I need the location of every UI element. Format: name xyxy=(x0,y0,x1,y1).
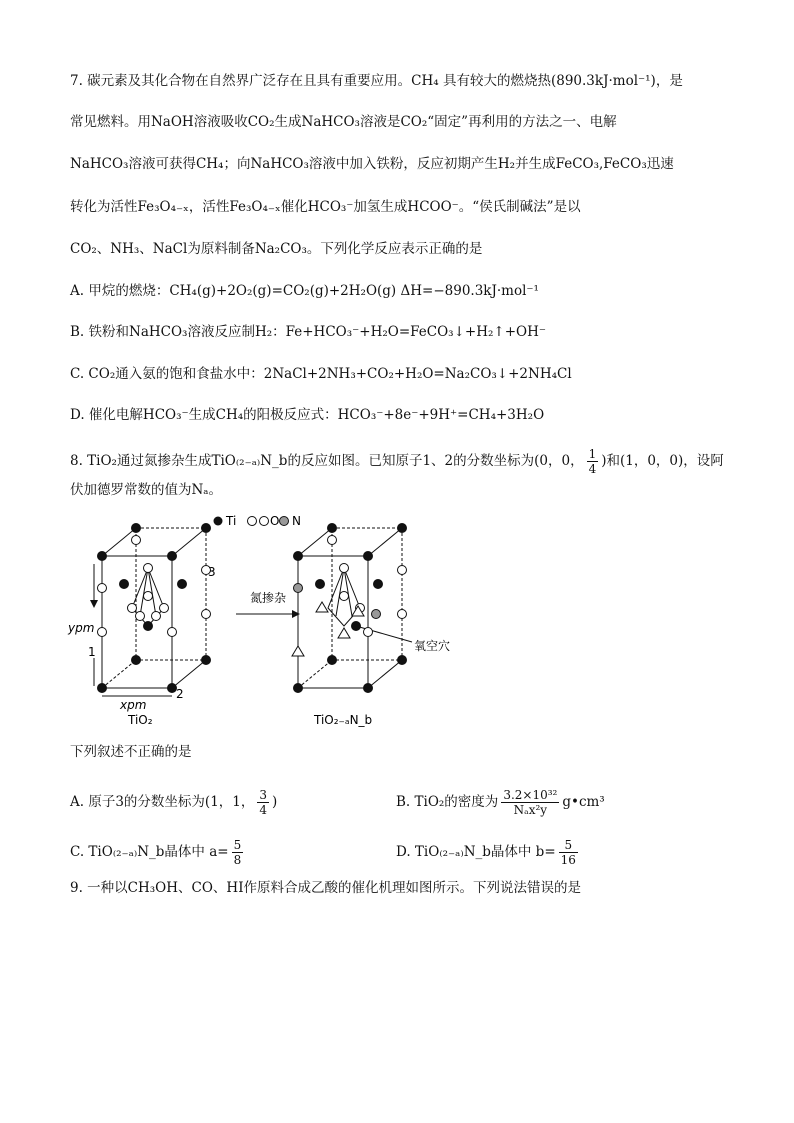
q8-stem-line-1-b: )和(1，0，0)，设阿 xyxy=(601,453,724,469)
q8-option-c xyxy=(70,838,246,867)
o-legend-icon xyxy=(248,517,257,526)
q7-stem-line-3: NaHCO₃溶液可获得CH₄；向NaHCO₃溶液中加入铁粉，反应初期产生H₂并生成FeCO₃,FeCO₃迅速 xyxy=(70,156,674,172)
atom-2-label: 2 xyxy=(176,687,184,701)
q8-option-d xyxy=(396,838,581,867)
x-axis-label: xpm xyxy=(120,698,147,712)
q8-option-a xyxy=(70,788,277,817)
fraction-denominator: 16 xyxy=(560,853,576,867)
legend-o-label: O xyxy=(270,514,280,528)
o-legend-icon-2 xyxy=(260,517,269,526)
q8-stem-line-2: 伏加德罗常数的值为Nₐ。 xyxy=(70,482,223,498)
q8-fraction-one-quarter xyxy=(587,447,599,476)
tio2-unit-cell xyxy=(102,528,206,688)
q8-question-prompt: 下列叙述不正确的是 xyxy=(70,744,192,760)
q7-option-b: B. 铁粉和NaHCO₃溶液反应制H₂：Fe+HCO₃⁻+H₂O=FeCO₃↓+H₂↑+OH⁻ xyxy=(70,324,546,340)
fraction-numerator: 3.2×10³² xyxy=(503,788,558,802)
tio2-atoms xyxy=(98,524,211,693)
y-arrow-head xyxy=(90,600,98,608)
q7-stem-line-2: 常见燃料。用NaOH溶液吸收CO₂生成NaHCO₃溶液是CO₂“固定”再利用的方法之一、电解 xyxy=(70,114,617,130)
q8-option-d-text: D. TiO₍₂₋ₐ₎N_b晶体中 b= xyxy=(396,844,556,860)
tio2-labels xyxy=(67,564,216,727)
fraction-numerator: 5 xyxy=(559,838,578,853)
fraction-denominator: 4 xyxy=(259,803,268,817)
q7-stem-line-1: 7. 碳元素及其化合物在自然界广泛存在且具有重要应用。CH₄ 具有较大的燃烧热(890.3kJ·mol⁻¹)，是 xyxy=(70,73,683,89)
q8-option-a-close: ) xyxy=(272,794,278,810)
q8-stem-line-1 xyxy=(70,447,724,476)
q7-stem-line-5: CO₂、NH₃、NaCl为原料制备Na₂CO₃。下列化学反应表示正确的是 xyxy=(70,241,483,257)
q8-option-a-fraction xyxy=(257,788,269,817)
q8-stem-line-1-a: 8. TiO₂通过氮掺杂生成TiO₍₂₋ₐ₎N_b的反应如图。已知原子1、2的分数坐标为(0，0， xyxy=(70,453,584,469)
q7-option-a: A. 甲烷的燃烧：CH₄(g)+2O₂(g)=CO₂(g)+2H₂O(g) ΔH=−890.3kJ·mol⁻¹ xyxy=(70,283,539,299)
fraction-numerator: 3 xyxy=(259,788,268,802)
legend-n-label: N xyxy=(292,514,301,528)
q8-option-d-fraction xyxy=(559,838,578,867)
q9-stem-line-1: 9. 一种以CH₃OH、CO、HI作原料合成乙酸的催化机理如图所示。下列说法错误的是 xyxy=(70,880,582,896)
legend-ti-label: Ti xyxy=(226,514,237,528)
n-legend-icon xyxy=(280,517,289,526)
fraction-denominator: 4 xyxy=(588,462,597,476)
q8-option-b xyxy=(396,788,605,817)
q7-option-d: D. 催化电解HCO₃⁻生成CH₄的阳极反应式：HCO₃⁻+8e⁻+9H⁺=CH₄+3H₂O xyxy=(70,407,545,423)
fraction-denominator: Nₐx²y xyxy=(513,803,548,817)
q8-option-b-unit: g•cm³ xyxy=(562,794,605,810)
doped-caption: TiO₂₋ₐN_b xyxy=(314,713,373,727)
doping-arrow-label: 氮掺杂 xyxy=(250,591,287,605)
figure-legend xyxy=(214,514,301,528)
doped-atoms xyxy=(292,524,407,693)
atom-3-label: 3 xyxy=(208,565,216,579)
q8-option-c-text: C. TiO₍₂₋ₐ₎N_b晶体中 a= xyxy=(70,844,229,860)
q8-option-a-text: A. 原子3的分数坐标为(1，1， xyxy=(70,794,255,810)
q7-option-c: C. CO₂通入氨的饱和食盐水中：2NaCl+2NH₃+CO₂+H₂O=Na₂CO₃↓+2NH₄Cl xyxy=(70,366,572,382)
atom-1-label: 1 xyxy=(88,645,96,659)
q7-stem-line-4: 转化为活性Fe₃O₄₋ₓ，活性Fe₃O₄₋ₓ催化HCO₃⁻加氢生成HCOO⁻。“侯氏制碱法”是以 xyxy=(70,199,581,215)
doping-arrow xyxy=(236,590,300,618)
tio2-caption: TiO₂ xyxy=(128,713,153,727)
q8-option-b-text: B. TiO₂的密度为 xyxy=(396,794,499,810)
crystal-structure-figure xyxy=(66,508,466,730)
fraction-denominator: 8 xyxy=(233,853,242,867)
fraction-numerator: 5 xyxy=(233,838,242,852)
y-axis-label: ypm xyxy=(68,621,95,635)
q8-option-c-fraction xyxy=(232,838,244,867)
ti-legend-icon xyxy=(214,517,223,526)
arrow-head xyxy=(292,610,300,618)
fraction-numerator: 1 xyxy=(588,447,597,461)
oxygen-vacancy-label: 氧空穴 xyxy=(414,639,451,653)
q8-option-b-fraction xyxy=(501,788,559,817)
doped-labels xyxy=(313,638,450,727)
